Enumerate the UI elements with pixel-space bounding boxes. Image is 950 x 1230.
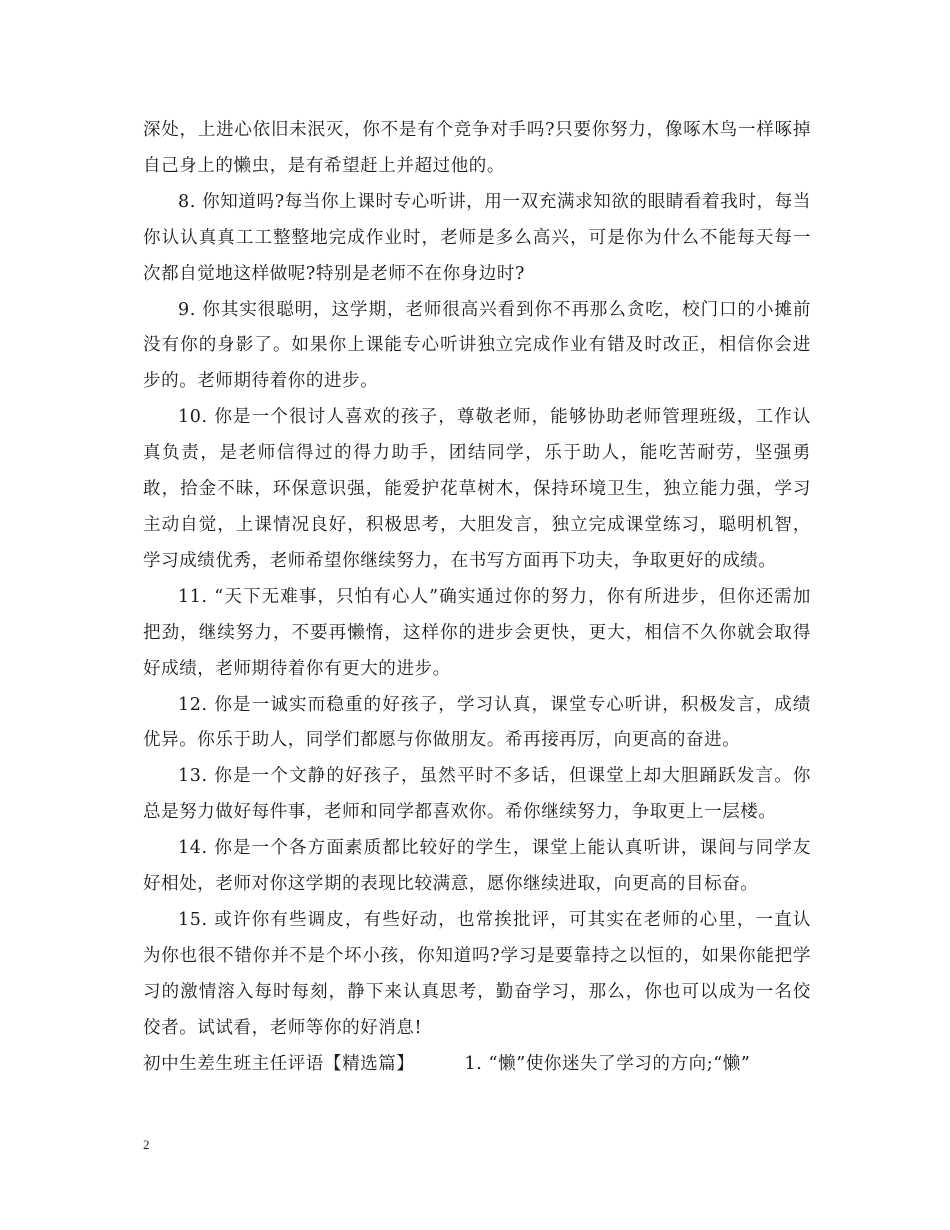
paragraph-item-15: 15. 或许你有些调皮，有些好动，也常挨批评，可其实在老师的心里，一直认为你也很不错你并不是个坏小孩，你知道吗?学习是要靠持之以恒的，如果你能把学习的激情溶入每时每刻，静下来认真思考，勤奋学习，那么，你也可以成为一名佼佼者。试试看，老师等你的好消息!	[143, 909, 811, 1038]
paragraph-item-10: 10. 你是一个很讨人喜欢的孩子，尊敬老师，能够协助老师管理班级，工作认真负责，是老师信得过的得力助手，团结同学，乐于助人，能吃苦耐劳，坚强勇敢，拾金不昧，环保意识强，能爱护花草树木，保持环境卫生，独立能力强，学习主动自觉，上课情况良好，积极思考，大胆发言，独立完成课堂练习，聪明机智，学习成绩优秀，老师希望你继续努力，在书写方面再下功夫，争取更好的成绩。	[143, 407, 811, 571]
section-first-item: 1. “懒”使你迷失了学习的方向;“懒”	[464, 1053, 751, 1074]
paragraph-item-13: 13. 你是一个文静的好孩子，虽然平时不多话，但课堂上却大胆踊跃发言。你总是努力做好每件事，老师和同学都喜欢你。希你继续努力，争取更上一层楼。	[143, 766, 811, 823]
paragraph-item-12: 12. 你是一诚实而稳重的好孩子，学习认真，课堂专心听讲，积极发言，成绩优异。你乐于助人，同学们都愿与你做朋友。希再接再厉，向更高的奋进。	[143, 694, 811, 751]
paragraph-item-14: 14. 你是一个各方面素质都比较好的学生，课堂上能认真听讲，课间与同学友好相处，老师对你这学期的表现比较满意，愿你继续进取，向更高的目标奋。	[143, 838, 811, 895]
paragraph-item-11: 11. “天下无难事，只怕有心人”确实通过你的努力，你有所进步，但你还需加把劲，继续努力，不要再懒惰，这样你的进步会更快，更大，相信不久你就会取得好成绩，老师期待着你有更大的进步。	[143, 586, 811, 679]
page-number: 2	[143, 1137, 150, 1152]
document-body	[143, 113, 811, 1082]
paragraph-continuation: 深处，上进心依旧未泯灭，你不是有个竞争对手吗?只要你努力，像啄木鸟一样啄掉自己身上的懒虫，是有希望赶上并超过他的。	[143, 120, 811, 176]
section-heading-line	[143, 1047, 811, 1083]
section-heading: 初中生差生班主任评语【精选篇】	[143, 1053, 415, 1074]
paragraph-item-9: 9. 你其实很聪明，这学期，老师很高兴看到你不再那么贪吃，校门口的小摊前没有你的身影了。如果你上课能专心听讲独立完成作业有错及时改正，相信你会进步的。老师期待着你的进步。	[143, 299, 811, 392]
paragraph-item-8: 8. 你知道吗?每当你上课时专心听讲，用一双充满求知欲的眼睛看着我时，每当你认认真真工工整整地完成作业时，老师是多么高兴，可是你为什么不能每天每一次都自觉地这样做呢?特别是老师不在你身边时?	[143, 191, 811, 284]
